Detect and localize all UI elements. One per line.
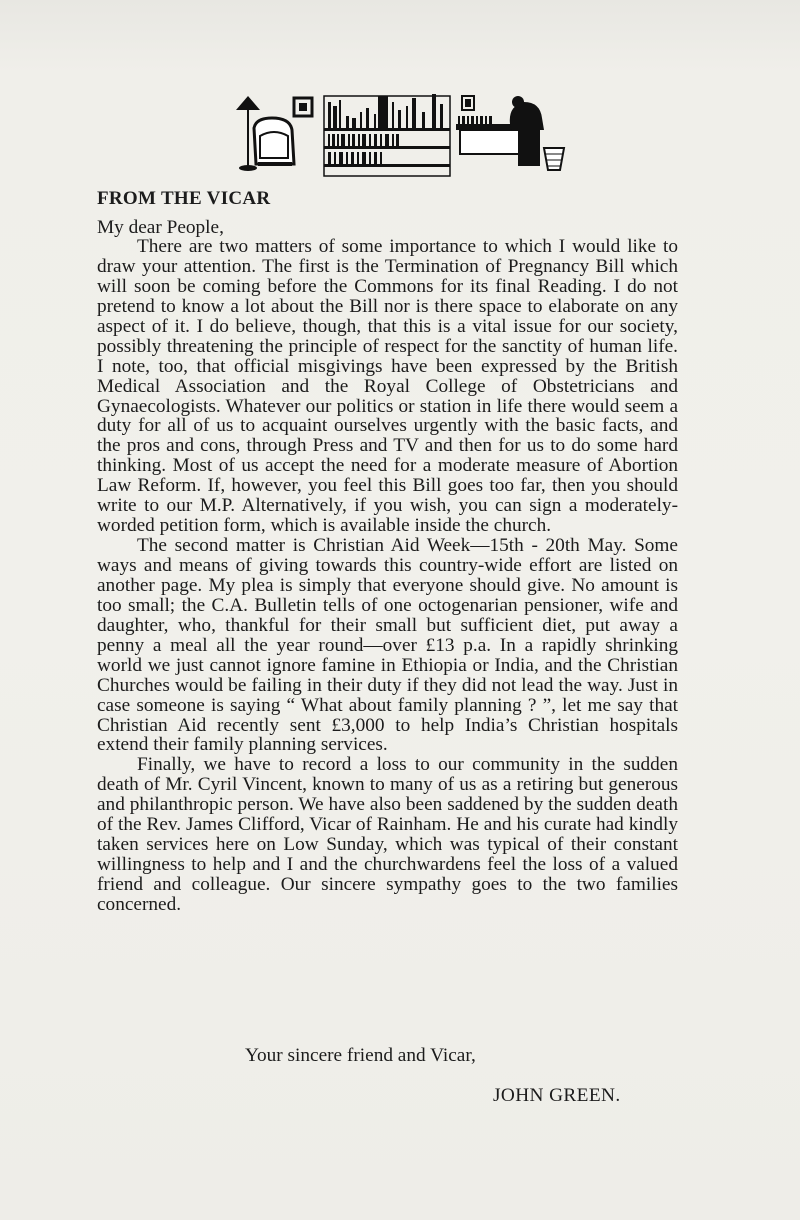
paragraph-bereavements: Finally, we have to record a loss to our community in the sudden death of Mr. Cyril Vincent, known to many of us as a retiring but generous and philanthropic person. We have also been saddened by the sudden death of the Rev. James Clifford, Vicar of Rainham. He and his curate had kindly taken services here on Low Sunday, which was typical of their constant willingness to help and I and the churchwardens feel the loss of a valued friend and colleague. Our sincere sympathy goes to the two families concerned. [97,754,678,915]
paragraph-christian-aid: The second matter is Christian Aid Week—15th - 20th May. Some ways and means of giving towards this country-wide effort are listed on another page. My plea is simply that everyone should give. No amount is too small; the C.A. Bulletin tells of one octogenarian pensioner, wife and daughter, who, thankful for their small but sufficient diet, put away a penny a meal all the year round—over £13 p.a. In a rapidly shrinking world we just cannot ignore famine in Ethiopia or India, and the Christian Churches would be failing in their duty if they did not lead the way. Just in case someone is saying “ What about family planning ? ”, let me say that Christian Aid recently sent £3,000 to help India’s Christian hospitals extend their family planning services. [97,535,678,756]
closing-line: Your sincere friend and Vicar, [245,1045,476,1066]
vicar-study-illustration [228,88,568,180]
letter-body [97,237,678,915]
signature: JOHN GREEN. [493,1085,621,1106]
salutation: My dear People, [97,217,224,238]
paragraph-abortion-bill: There are two matters of some importance to which I would like to draw your attention. The first is the Termination of Pregnancy Bill which will soon be coming before the Commons for its final Reading. I do not pretend to know a lot about the Bill nor is there space to elaborate on any aspect of it. I do believe, though, that this is a vital issue for our society, possibly threatening the principle of respect for the sanctity of human life. I note, too, that official misgivings have been expressed by the British Medical Association and the Royal College of Obstetricians and Gynaecologists. Whatever our politics or station in life there would seem a duty for all of us to acquaint ourselves urgently with the basic facts, and the pros and cons, through Press and TV and then for us to do some hard thinking. Most of us accept the need for a moderate measure of Abortion Law Reform. If, however, you feel this Bill goes too far, then you should write to our M.P. Alternatively, if you wish, you can sign a moderately-worded petition form, which is available inside the church. [97,236,678,537]
section-heading: FROM THE VICAR [97,188,271,209]
